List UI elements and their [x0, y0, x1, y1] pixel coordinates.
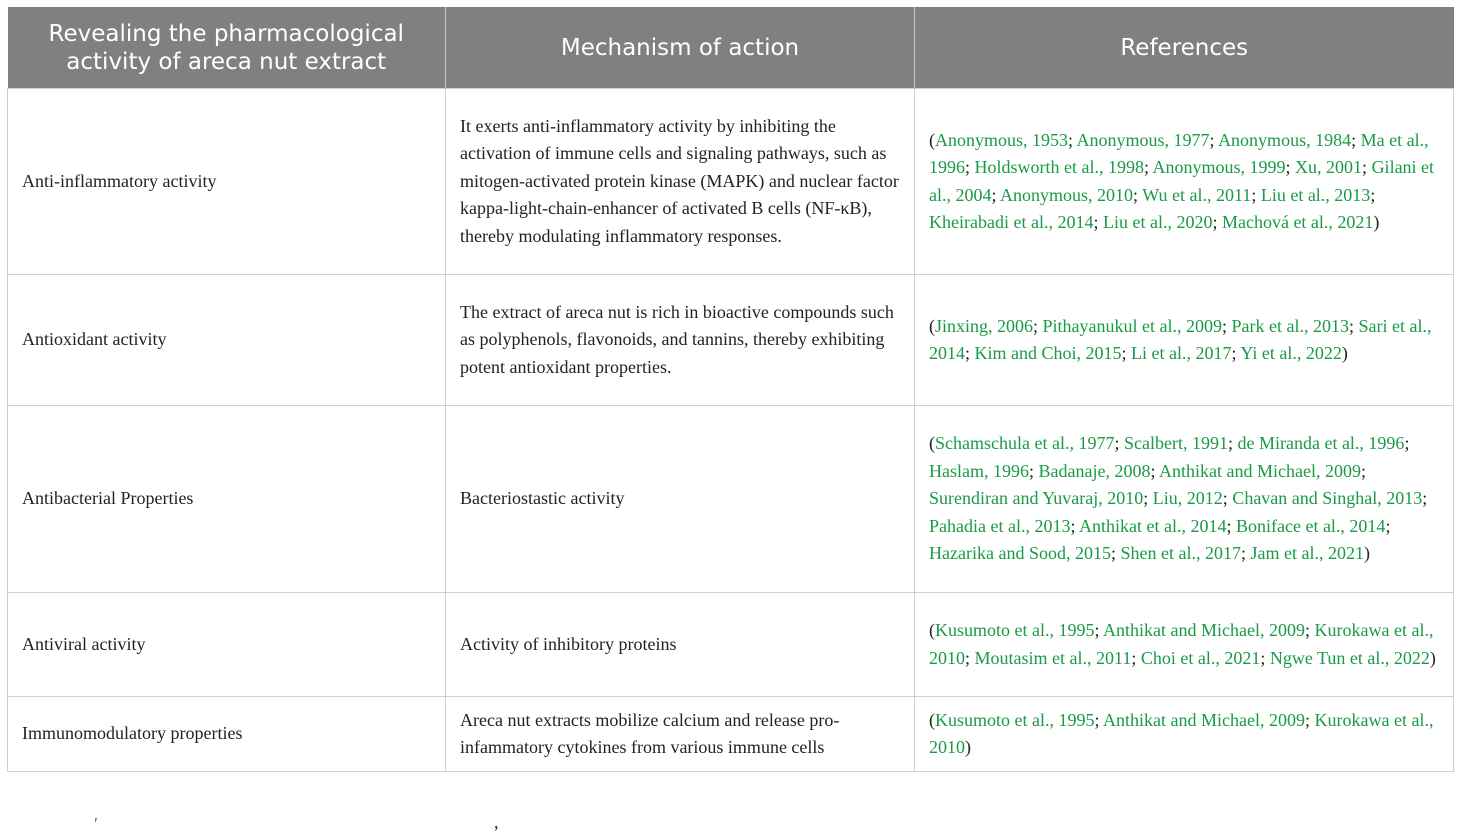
reference-link[interactable]: Badanaje, 2008 — [1038, 460, 1151, 481]
reference-link[interactable]: Shen et al., 2017 — [1120, 543, 1241, 564]
header-mechanism: Mechanism of action — [446, 7, 915, 89]
mechanism-cell: The extract of areca nut is rich in bioactive compounds such as polyphenols, flavonoids, and tannins, thereby exhibiting potent antioxidant properties. — [446, 275, 915, 406]
reference-link[interactable]: Wu et al., 2011 — [1142, 184, 1252, 205]
reference-link[interactable]: Anonymous, 1953 — [935, 129, 1069, 150]
reference-link[interactable]: Scalbert, 1991 — [1123, 433, 1228, 454]
activity-cell: Immunomodulatory properties — [8, 697, 446, 772]
reference-link[interactable]: Kusumoto et al., 1995 — [935, 709, 1095, 730]
reference-link[interactable]: Park et al., 2013 — [1231, 315, 1350, 336]
activity-cell: Antibacterial Properties — [8, 406, 446, 593]
reference-link[interactable]: Anonymous, 1999 — [1152, 157, 1286, 177]
table-row — [8, 593, 1454, 697]
reference-link[interactable]: Schamschula et al., 1977 — [935, 433, 1115, 454]
reference-link[interactable]: Ma et al., 1996 — [929, 129, 1429, 177]
reference-link[interactable]: Yi et al., 2022 — [1240, 343, 1342, 363]
references-cell: (Schamschula et al., 1977; Scalbert, 1991; de Miranda et al., 1996; Haslam, 1996; Badanaje, 2008; Anthikat and Michael, 2009; Surendiran and Yuvaraj, 2010; Liu, 2012; Chavan and Singhal, 2013; Pahadia et al., 2013; Anthikat et al., 2014; Boniface et al., 2014; Hazarika and Sood, 2015; Shen et al., 2017; Jam et al., 2021) — [915, 406, 1454, 593]
reference-link[interactable]: Anthikat and Michael, 2009 — [1103, 709, 1305, 730]
mechanism-cell: Areca nut extracts mobilize calcium and release pro-infammatory cytokines from various immune cells — [446, 697, 915, 772]
reference-link[interactable]: Anthikat and Michael, 2009 — [1103, 620, 1305, 640]
reference-link[interactable]: Kurokawa et al., 2010 — [929, 620, 1434, 668]
activity-cell: Antioxidant activity — [8, 275, 446, 406]
header-activity: Revealing the pharmacological activity of areca nut extract — [8, 7, 446, 89]
reference-link[interactable]: Anonymous, 2010 — [1000, 184, 1134, 205]
table-row — [8, 89, 1454, 275]
reference-link[interactable]: Moutasim et al., 2011 — [974, 647, 1132, 668]
reference-link[interactable]: Kurokawa et al., 2010 — [929, 709, 1434, 757]
reference-link[interactable]: Chavan and Singhal, 2013 — [1232, 488, 1423, 509]
table-header-row — [8, 7, 1454, 89]
footer-mark: ′ — [94, 814, 98, 834]
reference-link[interactable]: Anonymous, 1984 — [1218, 129, 1352, 150]
reference-link[interactable]: de Miranda et al., 1996 — [1237, 433, 1405, 454]
references-cell: (Anonymous, 1953; Anonymous, 1977; Anonymous, 1984; Ma et al., 1996; Holdsworth et al., 1998; Anonymous, 1999; Xu, 2001; Gilani et al., 2004; Anonymous, 2010; Wu et al., 2011; Liu et al., 2013; Kheirabadi et al., 2014; Liu et al., 2020; Machová et al., 2021) — [915, 89, 1454, 275]
reference-link[interactable]: Hazarika and Sood, 2015 — [929, 543, 1111, 564]
reference-link[interactable]: Surendiran and Yuvaraj, 2010 — [929, 488, 1144, 509]
reference-link[interactable]: Liu, 2012 — [1152, 488, 1223, 509]
activity-cell: Antiviral activity — [8, 593, 446, 697]
page-footer — [0, 808, 1460, 838]
table-row — [8, 697, 1454, 772]
reference-link[interactable]: Holdsworth et al., 1998 — [974, 157, 1144, 177]
reference-link[interactable]: Jam et al., 2021 — [1250, 543, 1364, 564]
reference-link[interactable]: Anonymous, 1977 — [1076, 129, 1210, 150]
reference-link[interactable]: Haslam, 1996 — [929, 460, 1029, 481]
reference-link[interactable]: Pahadia et al., 2013 — [929, 515, 1071, 536]
table-row — [8, 275, 1454, 406]
reference-link[interactable]: Li et al., 2017 — [1131, 343, 1232, 363]
table-row — [8, 406, 1454, 593]
reference-link[interactable]: Kheirabadi et al., 2014 — [929, 212, 1094, 232]
reference-link[interactable]: Kusumoto et al., 1995 — [935, 620, 1095, 640]
pharmacology-table — [7, 7, 1454, 772]
references-cell: (Kusumoto et al., 1995; Anthikat and Michael, 2009; Kurokawa et al., 2010) — [915, 697, 1454, 772]
mechanism-cell: Bacteriostastic activity — [446, 406, 915, 593]
references-cell: (Kusumoto et al., 1995; Anthikat and Michael, 2009; Kurokawa et al., 2010; Moutasim et al., 2011; Choi et al., 2021; Ngwe Tun et al., 2022) — [915, 593, 1454, 697]
reference-link[interactable]: Anthikat et al., 2014 — [1078, 515, 1227, 536]
mechanism-cell: It exerts anti-inflammatory activity by inhibiting the activation of immune cells and signaling pathways, such as mitogen-activated protein kinase (MAPK) and nuclear factor kappa-light-chain-enhancer of activated B cells (NF-κB), thereby modulating inflammatory responses. — [446, 89, 915, 275]
reference-link[interactable]: Choi et al., 2021 — [1140, 647, 1261, 668]
reference-link[interactable]: Machová et al., 2021 — [1221, 212, 1374, 232]
reference-link[interactable]: Liu et al., 2013 — [1260, 184, 1371, 205]
footer-mark: , — [494, 812, 499, 832]
mechanism-cell: Activity of inhibitory proteins — [446, 593, 915, 697]
activity-cell: Anti-inflammatory activity — [8, 89, 446, 275]
header-references: References — [915, 7, 1454, 89]
reference-link[interactable]: Boniface et al., 2014 — [1235, 515, 1386, 536]
reference-link[interactable]: Jinxing, 2006 — [935, 315, 1034, 336]
reference-link[interactable]: Gilani et al., 2004 — [929, 157, 1435, 205]
references-cell: (Jinxing, 2006; Pithayanukul et al., 2009; Park et al., 2013; Sari et al., 2014; Kim and Choi, 2015; Li et al., 2017; Yi et al., 2022) — [915, 275, 1454, 406]
reference-link[interactable]: Liu et al., 2020 — [1102, 212, 1213, 232]
reference-link[interactable]: Anthikat and Michael, 2009 — [1158, 460, 1361, 481]
reference-link[interactable]: Kim and Choi, 2015 — [974, 343, 1122, 363]
reference-link[interactable]: Xu, 2001 — [1295, 157, 1363, 177]
reference-link[interactable]: Sari et al., 2014 — [929, 315, 1432, 363]
reference-link[interactable]: Pithayanukul et al., 2009 — [1042, 315, 1223, 336]
reference-link[interactable]: Ngwe Tun et al., 2022 — [1269, 647, 1430, 668]
